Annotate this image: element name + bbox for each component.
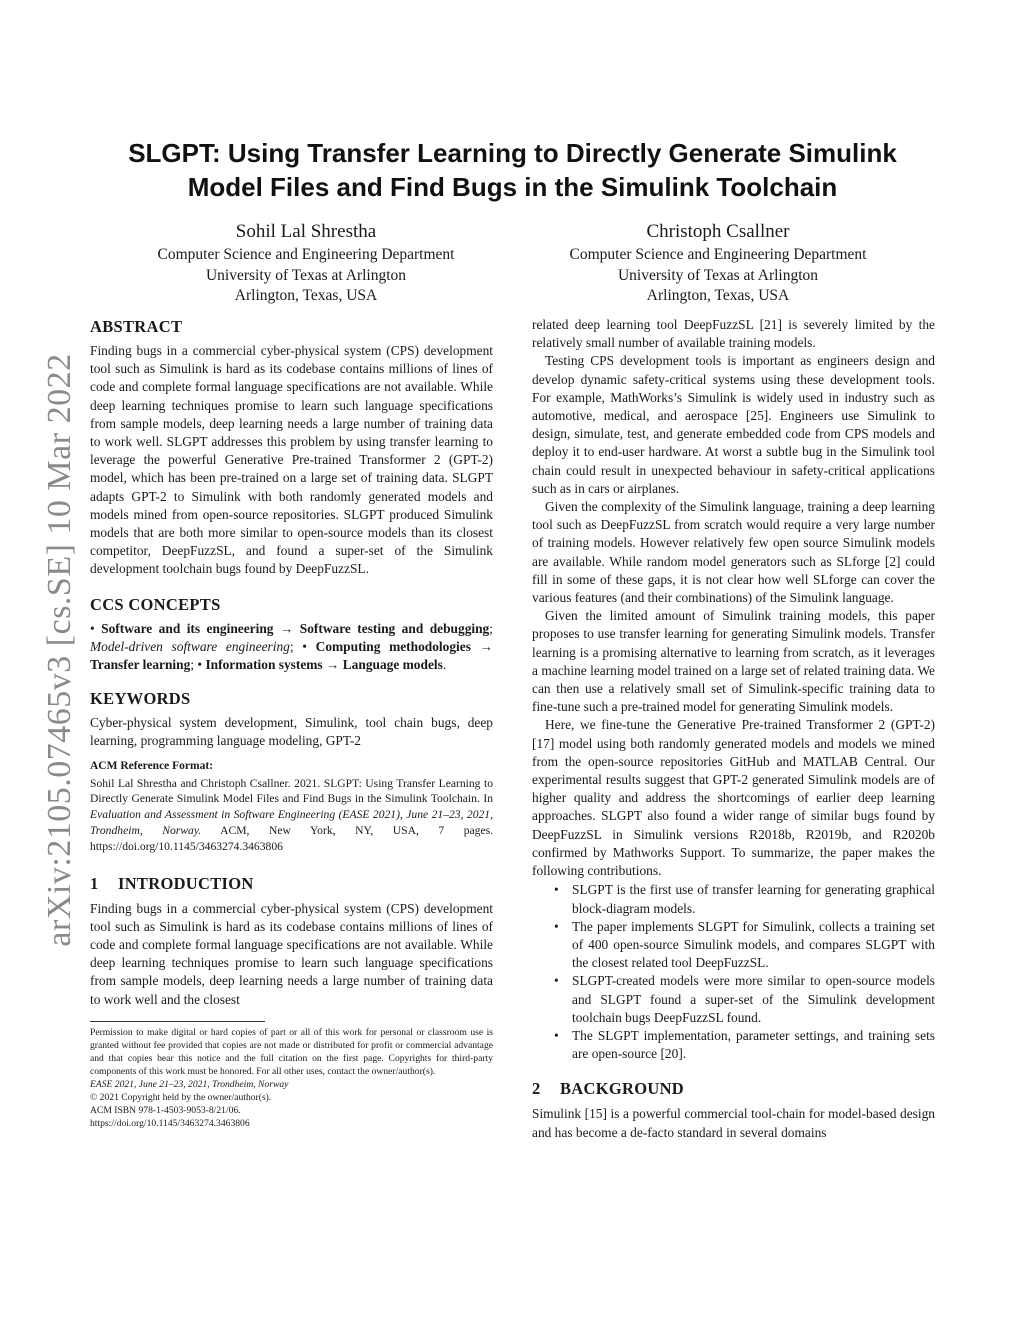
- acm-reference-venue: Evaluation and Assessment in Software Engineering (EASE 2021), June 21–23, 2021, Trondheim, Norway.: [90, 808, 493, 838]
- ccs-term: Transfer learning: [90, 657, 191, 673]
- ccs-bullet: •: [197, 657, 203, 673]
- contributions-list: [532, 881, 935, 1063]
- bullet-icon: •: [554, 882, 559, 898]
- ccs-term: Model-driven software engineering: [90, 638, 290, 654]
- background-paragraph: Simulink [15] is a powerful commercial tool-chain for model-based design and has become a de-facto standard in several domains: [532, 1106, 935, 1140]
- abstract-heading: ABSTRACT: [90, 317, 183, 336]
- ccs-end: .: [442, 657, 447, 673]
- author-name: Christoph Csallner: [646, 221, 790, 242]
- author-location: Arlington, Texas, USA: [234, 287, 378, 304]
- acm-reference-heading: ACM Reference Format:: [90, 759, 214, 772]
- left-column: [90, 316, 493, 1130]
- isbn-line: ACM ISBN 978-1-4503-9053-8/21/06.: [90, 1104, 241, 1116]
- author-department: Computer Science and Engineering Department: [569, 246, 867, 263]
- ccs-separator: ;: [190, 657, 195, 673]
- list-item: [532, 1027, 935, 1063]
- conference-info: EASE 2021, June 21–23, 2021, Trondheim, Norway: [90, 1078, 289, 1090]
- introduction-paragraph: Given the limited amount of Simulink training models, this paper proposes to use transfer learning for generating Simulink models. Transfer learning is a promising alternative to learning from scratch, as it leverages a machine learning model trained on a large set of related training data. We can then use a relatively small set of Simulink-specific training data to fine-tune such a pre-trained model for generating Simulink models.: [532, 608, 935, 715]
- bullet-icon: •: [554, 918, 559, 934]
- arxiv-identifier-stamp: arXiv:2105.07465v3 [cs.SE] 10 Mar 2022: [41, 353, 78, 947]
- footnote-divider: [90, 1021, 265, 1022]
- section-title: BACKGROUND: [560, 1079, 685, 1099]
- introduction-paragraph: Here, we fine-tune the Generative Pre-trained Transformer 2 (GPT-2) [17] model using both randomly generated models and models we mined from the open-source repositories GitHub and MATLAB Central. Our experimental results suggest that GPT-2 generated Simulink models are of higher quality and address the shortcomings of earlier deep learning approaches. SLGPT also found a wider range of similar bugs found by DeepFuzzSL in Simulink versions R2018b, R2019b, and R2020b confirmed by Mathworks Support. To summarize, the paper makes the following contributions.: [532, 717, 935, 879]
- bullet-icon: •: [554, 1027, 559, 1043]
- ccs-separator: ;: [289, 638, 294, 654]
- introduction-paragraph: Given the complexity of the Simulink language, training a deep learning tool such as DeepFuzzSL from scratch would require a very large number of training models. However relatively few open source Simulink models are available. While random model generators such as SLforge [2] could fill in some of these gaps, it is not clear how well SLforge can cover the various features (and their combinations) of the Simulink language.: [532, 499, 935, 606]
- author-university: University of Texas at Arlington: [617, 266, 819, 284]
- section-number: 1: [90, 873, 99, 893]
- copyright-line: © 2021 Copyright held by the owner/author(s).: [90, 1091, 272, 1103]
- ccs-heading: CCS CONCEPTS: [90, 594, 221, 614]
- ccs-term: Computing methodologies: [315, 638, 471, 654]
- ccs-separator: ;: [489, 620, 493, 636]
- ccs-term: Software and its engineering: [101, 620, 274, 636]
- ccs-term: Language models: [342, 657, 443, 673]
- footnote-block: [90, 1021, 493, 1130]
- introduction-paragraph: Testing CPS development tools is important as engineers design and develop dynamic safety-critical systems using these development tools. For example, MathWorks’s Simulink is widely used in industry such as automotive, medical, and aerospace [25]. Engineers use Simulink to design, simulate, test, and generate embedded code from CPS models and deploy it to end-user hardware. At worst a subtle bug in the Simulink tool chain could result in unexpected behaviour in safety-critical applications such as in cars or airplanes.: [532, 353, 935, 496]
- permission-notice: Permission to make digital or hard copies of part or all of this work for personal or classroom use is granted without fee provided that copies are not made or distributed for profit or commercial advantage and that copies bear this notice and the full citation on the first page. Copyrights for third-party components of this work must be honored. For all other uses, contact the owner/author(s).: [90, 1026, 493, 1077]
- ccs-arrow: →: [479, 638, 493, 654]
- author-location: Arlington, Texas, USA: [646, 287, 790, 304]
- bullet-icon: •: [554, 973, 559, 989]
- right-column: [532, 316, 935, 1142]
- paper-title: [90, 136, 935, 204]
- list-item-text: The paper implements SLGPT for Simulink, collects a training set of 400 open-source Simulink models, and compares SLGPT with the closest related tool DeepFuzzSL.: [572, 918, 935, 971]
- author-university: University of Texas at Arlington: [205, 266, 407, 284]
- ccs-term: Software testing and debugging: [299, 620, 490, 636]
- section-number: 2: [532, 1079, 541, 1099]
- introduction-paragraph: related deep learning tool DeepFuzzSL [21] is severely limited by the relatively small number of available training models.: [532, 317, 935, 351]
- acm-reference-text: [90, 776, 493, 855]
- section-title: INTRODUCTION: [118, 873, 254, 893]
- acm-reference-authors: Sohil Lal Shrestha and Christoph Csallner. 2021. SLGPT: Using Transfer Learning to Directly Generate Simulink Model Files and Find Bugs in the Simulink Toolchain. In: [90, 776, 493, 806]
- ccs-arrow: →: [326, 657, 340, 673]
- abstract-text: Finding bugs in a commercial cyber-physical system (CPS) development tool such as Simulink is hard as its codebase contains millions of lines of code and complete formal language specifications are not available. While deep learning techniques promise to learn such language specifications from sample models, deep learning needs a large number of training data to work well. SLGPT addresses this problem by using transfer learning to leverage the powerful Generative Pre-trained Transformer 2 (GPT-2) model, which has been pre-trained on a large set of training data. SLGPT adapts GPT-2 to Simulink with both randomly generated models and models mined from open-source repositories. SLGPT produced Simulink models that are both more similar to open-source models than its closest competitor, DeepFuzzSL, and found a super-set of the Simulink development toolchain bugs found by DeepFuzzSL.: [90, 343, 493, 577]
- keywords-heading: KEYWORDS: [90, 689, 191, 709]
- author-department: Computer Science and Engineering Department: [157, 246, 455, 263]
- list-item: [532, 972, 935, 1027]
- background-heading: [532, 1078, 935, 1100]
- author-block: [96, 219, 516, 307]
- title-line: SLGPT: Using Transfer Learning to Directly Generate Simulink: [128, 138, 897, 168]
- list-item: [532, 881, 935, 917]
- list-item-text: SLGPT is the first use of transfer learning for generating graphical block-diagram models.: [572, 882, 935, 916]
- ccs-arrow: →: [279, 620, 294, 636]
- ccs-bullet: •: [90, 620, 95, 636]
- list-item-text: The SLGPT implementation, parameter settings, and training sets are open-source [20].: [572, 1027, 935, 1062]
- doi-link[interactable]: https://doi.org/10.1145/3463274.3463806: [90, 1117, 250, 1129]
- author-block: [508, 219, 928, 307]
- list-item: [532, 918, 935, 973]
- ccs-bullet: •: [302, 638, 307, 654]
- author-name: Sohil Lal Shrestha: [235, 221, 377, 242]
- list-item-text: SLGPT-created models were more similar to open-source models and SLGPT found a super-set of the Simulink development toolchain bugs DeepFuzzSL found.: [572, 973, 935, 1025]
- ccs-term: Information systems: [205, 657, 323, 673]
- ccs-concepts: [90, 620, 493, 675]
- introduction-paragraph: Finding bugs in a commercial cyber-physical system (CPS) development tool such as Simulink is hard as its codebase contains millions of lines of code and complete formal language specifications are not available. While deep learning techniques promise to learn such language specifications from sample models, deep learning needs a large number of training data to work well and the closest: [90, 900, 493, 1007]
- introduction-heading: [90, 873, 493, 895]
- acm-reference-publisher: ACM, New York, NY, USA, 7 pages. https://doi.org/10.1145/3463274.3463806: [90, 824, 493, 853]
- keywords-text: Cyber-physical system development, Simulink, tool chain bugs, deep learning, programming language modeling, GPT-2: [90, 715, 493, 749]
- title-line: Model Files and Find Bugs in the Simulink Toolchain: [187, 172, 838, 202]
